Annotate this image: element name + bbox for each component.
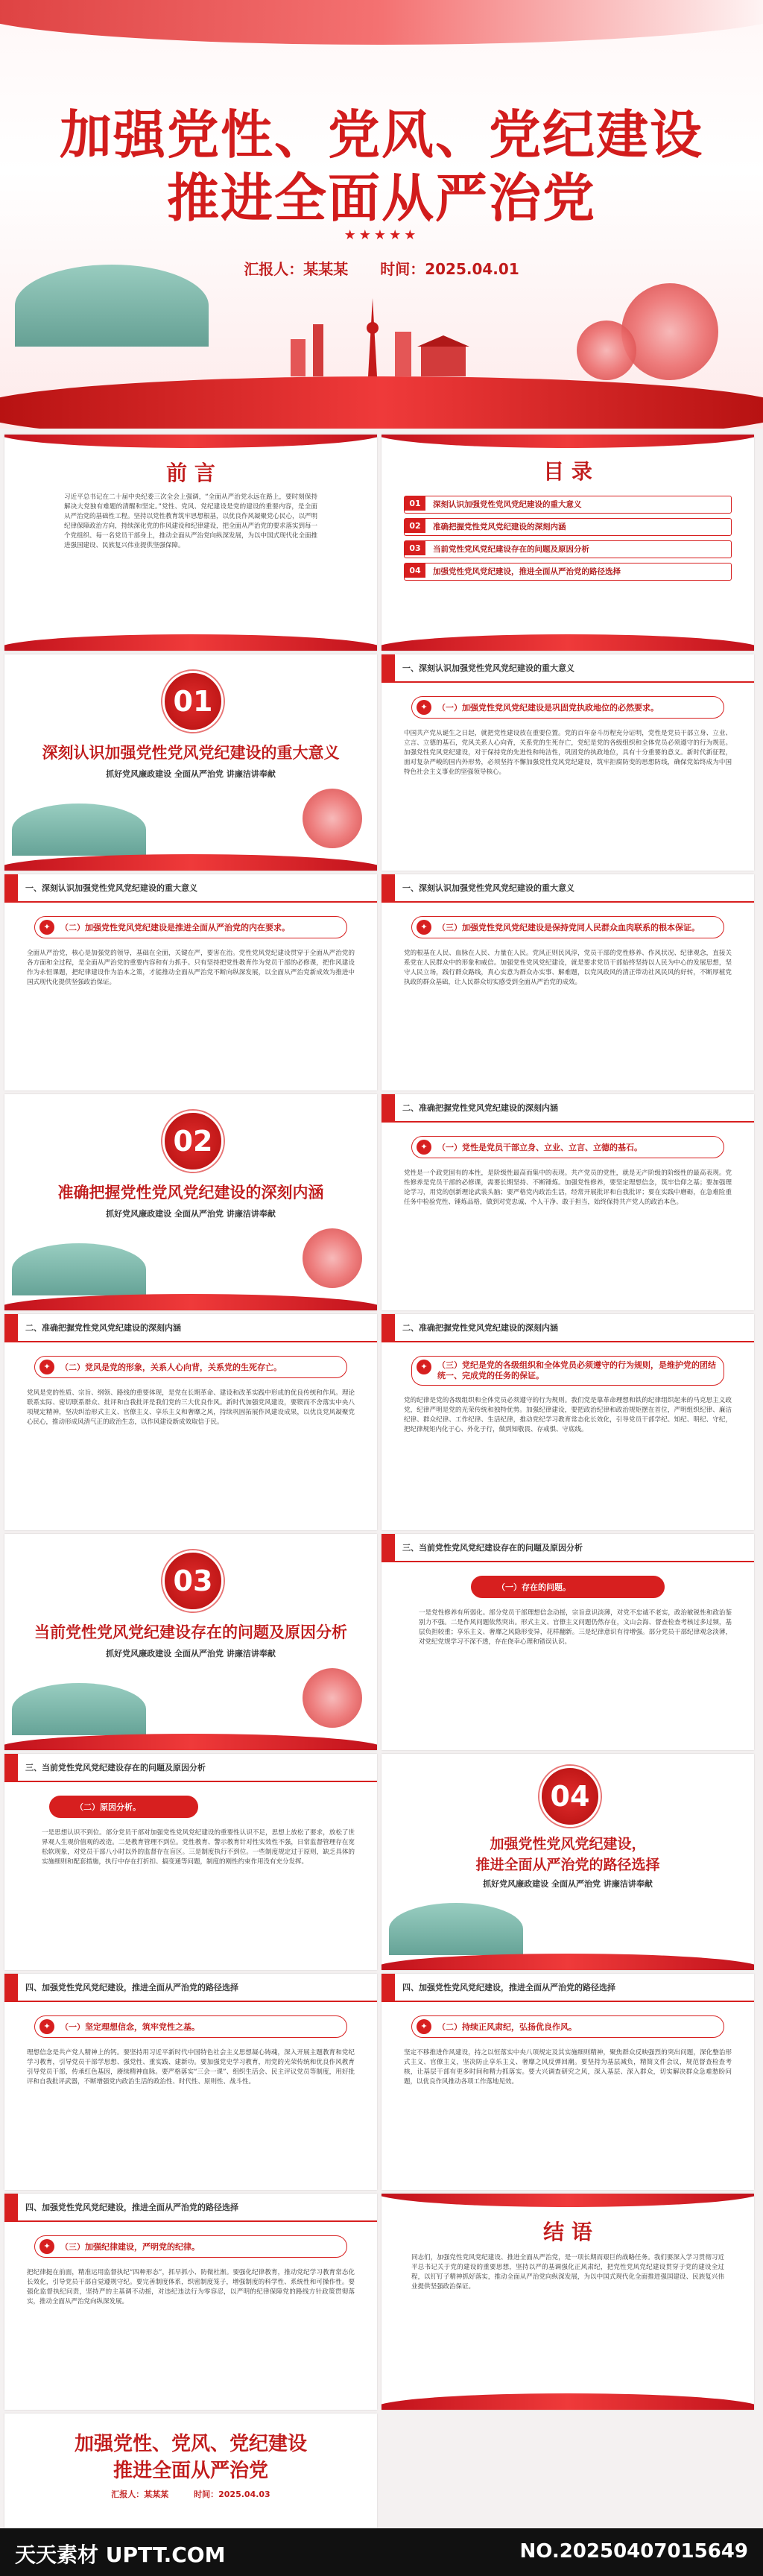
section-subtitle: 抓好党风廉政建设 全面从严治党 讲廉洁讲奉献 — [106, 1209, 276, 1219]
conclusion-slide[interactable] — [382, 2194, 754, 2410]
top-wave — [382, 435, 754, 448]
body-text: 党风是党的性质、宗旨、纲领、路线的重要体现，是党在长期革命、建设和改革实践中形成的优良传统和作风。理论联系实际、密切联系群众、批评和自我批评是我们党的三大优良作风。新时代加强党风建设，要锲而不舍落实中央八项规定精神，坚决纠治形式主义、官僚主义、享乐主义和奢靡之风，持续巩固拓展作风建设成果，以优良党风凝聚党心民心，推动形成风清气正的政治生态，以作风建设新成效取信于民。 — [27, 1389, 355, 1426]
point-heading: （二）原因分析。 — [49, 1796, 198, 1818]
slide-header: 一、深刻认识加强党性党风党纪建设的重大意义 — [382, 654, 754, 683]
section-04-slide[interactable] — [382, 1754, 754, 1970]
slide-header: 三、当前党性党风党纪建设存在的问题及原因分析 — [4, 1754, 377, 1782]
point-heading: ✦ （三）加强纪律建设，严明党的纪律。 — [34, 2235, 347, 2258]
reporter: 汇报人：某某某 — [111, 2490, 169, 2499]
end-title-line2: 推进全面从严治党 — [113, 2460, 268, 2482]
slide-header: 二、准确把握党性党风党纪建设的深刻内涵 — [4, 1314, 377, 1342]
slide-header: 四、加强党性党风党纪建设，推进全面从严治党的路径选择 — [4, 1974, 377, 2002]
section-number-badge: 02 — [162, 1111, 224, 1172]
section-title-line2: 推进全面从严治党的路径选择 — [475, 1857, 660, 1873]
body-text: 中国共产党从诞生之日起，就把党性建设放在重要位置。党的百年奋斗历程充分证明，党性是党员干部立身、立业、立言、立德的基石，党风关系人心向背，关系党的生死存亡，党纪是党的各级组织和全体党员必须遵守的行为规范。加强党性党风党纪建设，对于保持党的先进性和纯洁性，巩固党的执政地位，具有十分重要的意义。新时代新征程，面对复杂严峻的国内外形势，必须坚持不懈加强党性党风党纪建设，筑牢拒腐防变的思想防线，确保党始终成为中国特色社会主义事业的坚强领导核心。 — [404, 730, 732, 776]
body-text: 党的根基在人民、血脉在人民、力量在人民。党风正则民风淳，党员干部的党性修养、作风状况、纪律观念，直接关系党在人民群众中的形象和威信。加强党性党风党纪建设，就是要求党员干部始终坚持以人民为中心的发展思想，坚守人民立场，践行群众路线，真心实意为群众办实事、解难题，以党风政风的清正带动社风民风的好转，不断厚植党执政的群众基础，让人民群众切实感受到全面从严治党的成效。 — [404, 950, 732, 986]
section-title-line1: 加强党性党风党纪建设， — [490, 1836, 646, 1852]
preface-text: 习近平总书记在二十届中央纪委三次全会上强调，“全面从严治党永远在路上，要时刻保持解决大党独有难题的清醒和坚定。”党性、党风、党纪建设是党的建设的重要内容，是全面从严治党的基础性工程。坚持以党性教育筑牢思想根基，以优良作风凝聚党心民心，以严明纪律保障政治方向，持续深化党的作风建设和纪律建设，把全面从严治党的要求落实到每一个党组织、每一名党员干部身上，推动全面从严治党向纵深发展，为以中国式现代化全面推进强国建设、民族复兴伟业提供坚强保障。 — [64, 493, 318, 549]
flag-icon: ✦ — [39, 2019, 54, 2034]
bottom-wave — [382, 1954, 754, 1970]
slide-header: 三、当前党性党风党纪建设存在的问题及原因分析 — [382, 1534, 754, 1562]
body-text: 全面从严治党，核心是加强党的领导，基础在全面，关键在严，要害在治。党性党风党纪建设贯穿于全面从严治党的各方面和全过程，是全面从严治党的重要内容和有力抓手。只有坚持把党性教育作为党员干部的必修课，把作风建设作为永恒课题，把纪律建设作为治本之策，才能推动全面从严治党不断向纵深发展，以全面从严治党新成效为推进中国式现代化提供坚强政治保证。 — [27, 950, 355, 986]
content-slide-4[interactable] — [382, 1094, 754, 1310]
end-info — [4, 2488, 377, 2500]
section-02-slide[interactable] — [4, 1094, 377, 1310]
content-slide-1[interactable] — [382, 654, 754, 871]
body-text: 理想信念是共产党人精神上的钙。要坚持用习近平新时代中国特色社会主义思想凝心铸魂，深入开展主题教育和党纪学习教育，引导党员干部学思想、强党性、重实践、建新功。要加强党史学习教育，用党的光荣传统和优良作风教育引导党员干部，传承红色基因，赓续精神血脉。要严格落实“三会一课”、组织生活会、民主评议党员等制度，用好批评和自我批评武器，不断增强党内政治生活的政治性、时代性、原则性、战斗性。 — [27, 2049, 355, 2086]
content-slide-11[interactable] — [4, 2194, 377, 2410]
mountain-illustration — [12, 1683, 146, 1735]
toc-item-2[interactable]: 02 准确把握党性党风党纪建设的深刻内涵 — [404, 518, 732, 536]
body-text: 一是党性修养有所弱化。部分党员干部理想信念动摇，宗旨意识淡薄，对党不忠诚不老实，政治敏锐性和政治鉴别力不强。二是作风问题依然突出。形式主义、官僚主义问题仍然存在，文山会海、督查检查考核过多过频，基层负担较重；享乐主义、奢靡之风隐形变异，花样翻新。三是纪律意识有待增强。部分党员干部纪律观念淡薄，对党纪党规学习不深不透，存在侥幸心理和错误认识。 — [419, 1609, 732, 1646]
point-heading: ✦ （一）坚定理想信念，筑牢党性之基。 — [34, 2015, 347, 2038]
flag-icon: ✦ — [417, 1360, 431, 1374]
section-number-badge: 04 — [539, 1766, 601, 1827]
mountain-illustration — [12, 804, 146, 856]
slide-header: 二、准确把握党性党风党纪建设的深刻内涵 — [382, 1094, 754, 1123]
body-text: 坚定不移推进作风建设，持之以恒落实中央八项规定及其实施细则精神，聚焦群众反映强烈的突出问题，深化整治形式主义、官僚主义，坚决防止享乐主义、奢靡之风反弹回潮。要坚持为基层减负，精简文件会议，规范督查检查考核，让基层干部有更多时间和精力抓落实。要大兴调查研究之风，深入基层、深入群众，切实解决群众急难愁盼问题，以优良作风推动各项工作落地见效。 — [404, 2049, 732, 2086]
flag-icon: ✦ — [39, 920, 54, 935]
flag-icon: ✦ — [39, 2239, 54, 2254]
section-title: 当前党性党风党纪建设存在的问题及原因分析 — [34, 1623, 347, 1641]
content-slide-8[interactable] — [4, 1754, 377, 1970]
watermark-right: NO.20250407015649 — [519, 2540, 748, 2563]
flag-icon: ✦ — [417, 700, 431, 715]
peony-flower-illustration — [303, 789, 362, 848]
point-heading: ✦ （二）加强党性党风党纪建设是推进全面从严治党的内在要求。 — [34, 916, 347, 938]
conclusion-text: 同志们，加强党性党风党纪建设、推进全面从严治党，是一项长期而艰巨的战略任务。我们要深入学习贯彻习近平总书记关于党的建设的重要思想，坚持以严的基调强化正风肃纪，把党性党风党纪建设贯穿于党的建设全过程，以钉钉子精神抓好落实，推动全面从严治党向纵深发展，为以中国式现代化全面推进强国建设、民族复兴伟业提供坚强政治保证。 — [411, 2254, 724, 2291]
body-text: 党性是一个政党固有的本性，是阶级性最高而集中的表现。共产党员的党性，就是无产阶级的阶级性的最高表现。党性修养是党员干部的必修课，需要长期坚持、不断锤炼。加强党性修养，要坚定理想信念，筑牢信仰之基；要加强理论学习，用党的创新理论武装头脑；要严格党内政治生活，经常开展批评和自我批评；要在实践中磨砺，在急难险重任务中检验党性、锤炼品格，做到对党忠诚、个人干净、敢于担当，始终保持共产党人的政治本色。 — [404, 1169, 732, 1206]
toc-title: 目 录 — [543, 459, 592, 484]
point-heading: ✦ （二）党风是党的形象，关系人心向背，关系党的生死存亡。 — [34, 1356, 347, 1378]
peony-flower-illustration — [577, 321, 636, 380]
watermark-banner — [0, 2528, 763, 2576]
body-text: 一是思想认识不到位。部分党员干部对加强党性党风党纪建设的重要性认识不足，思想上放松了要求，放松了世界观人生观价值观的改造。二是教育管理不到位。党性教育、警示教育针对性实效性不强，日常监督管理存在宽松软现象，对党员干部八小时以外的监督存在盲区。三是制度执行不到位。一些制度规定过于原则，缺乏具体的实施细则和配套措施，执行中存在打折扣、搞变通等问题，制度的刚性约束作用没有充分发挥。 — [42, 1829, 355, 1866]
end-slide[interactable] — [4, 2414, 377, 2528]
watermark-left: 天天素材 UPTT.COM — [15, 2542, 226, 2567]
mountain-illustration — [389, 1903, 523, 1955]
top-wave — [382, 2194, 754, 2207]
toc-item-4[interactable]: 04 加强党性党风党纪建设，推进全面从严治党的路径选择 — [404, 563, 732, 581]
stars-decoration: ★★★★★ — [343, 227, 420, 243]
section-subtitle: 抓好党风廉政建设 全面从严治党 讲廉洁讲奉献 — [106, 1649, 276, 1658]
content-slide-6[interactable] — [382, 1314, 754, 1530]
flag-icon: ✦ — [417, 920, 431, 935]
content-slide-9[interactable] — [4, 1974, 377, 2190]
bottom-wave — [382, 634, 754, 651]
section-01-slide[interactable] — [4, 654, 377, 871]
point-heading: ✦ （一）党性是党员干部立身、立业、立言、立德的基石。 — [411, 1136, 724, 1158]
slide-header: 四、加强党性党风党纪建设，推进全面从严治党的路径选择 — [4, 2194, 377, 2222]
slide-header: 二、准确把握党性党风党纪建设的深刻内涵 — [382, 1314, 754, 1342]
flag-icon: ✦ — [417, 2019, 431, 2034]
section-title: 深刻认识加强党性党风党纪建设的重大意义 — [42, 743, 340, 762]
bottom-wave — [4, 634, 377, 651]
cover-title-line2: 推进全面从严治党 — [167, 167, 596, 229]
slide-header: 四、加强党性党风党纪建设，推进全面从严治党的路径选择 — [382, 1974, 754, 2002]
toc-item-3[interactable]: 03 当前党性党风党纪建设存在的问题及原因分析 — [404, 540, 732, 558]
section-title: 准确把握党性党风党纪建设的深刻内涵 — [57, 1183, 324, 1202]
section-03-slide[interactable] — [4, 1534, 377, 1750]
peony-flower-illustration — [303, 1228, 362, 1288]
body-text: 把纪律挺在前面，精准运用监督执纪“四种形态”，抓早抓小、防微杜渐。要强化纪律教育，推动党纪学习教育常态化长效化，引导党员干部自觉遵规守纪。要完善制度体系，织密制度笼子，增强制度的科学性、系统性和可操作性。要强化监督执纪问责，坚持严的主基调不动摇，对违纪违法行为零容忍，以严明的纪律保障党的路线方针政策贯彻落实，推动全面从严治党向纵深发展。 — [27, 2269, 355, 2305]
slide-header: 一、深刻认识加强党性党风党纪建设的重大意义 — [382, 874, 754, 903]
skyline-illustration — [283, 294, 492, 376]
date: 时间：2025.04.01 — [380, 260, 519, 278]
bottom-wave — [4, 854, 377, 871]
slide-header: 一、深刻认识加强党性党风党纪建设的重大意义 — [4, 874, 377, 903]
bottom-wave — [382, 2393, 754, 2410]
conclusion-title: 结 语 — [543, 2220, 592, 2244]
top-red-swoosh — [0, 0, 763, 45]
content-slide-10[interactable] — [382, 1974, 754, 2190]
end-title-line1: 加强党性、党风、党纪建设 — [74, 2433, 307, 2455]
content-slide-3[interactable] — [382, 874, 754, 1090]
mountain-illustration — [12, 1243, 146, 1295]
section-subtitle: 抓好党风廉政建设 全面从严治党 讲廉洁讲奉献 — [483, 1879, 653, 1889]
point-heading: ✦ （三）加强党性党风党纪建设是保持党同人民群众血肉联系的根本保证。 — [411, 916, 724, 938]
peony-flower-illustration — [303, 1668, 362, 1728]
top-wave — [4, 435, 377, 448]
cover-title-line1: 加强党性、党风、党纪建设 — [60, 104, 703, 165]
peony-flower-illustration — [621, 283, 718, 380]
flag-icon: ✦ — [417, 1140, 431, 1155]
content-slide-7[interactable] — [382, 1534, 754, 1750]
section-number-badge: 01 — [162, 671, 224, 732]
toc-slide[interactable] — [382, 435, 754, 651]
cover-slide[interactable] — [0, 0, 763, 429]
point-heading: （一）存在的问题。 — [471, 1576, 665, 1598]
point-heading: ✦ （三）党纪是党的各级组织和全体党员必须遵守的行为规则，是维护党的团结统一、完成党的任务的保证。 — [411, 1356, 724, 1386]
flag-icon: ✦ — [39, 1360, 54, 1374]
content-slide-5[interactable] — [4, 1314, 377, 1530]
bottom-wave — [4, 1734, 377, 1750]
point-heading: ✦ （二）持续正风肃纪，弘扬优良作风。 — [411, 2015, 724, 2038]
bottom-wave — [4, 1294, 377, 1310]
mountain-illustration — [15, 265, 209, 347]
body-text: 党的纪律是党的各级组织和全体党员必须遵守的行为规则。我们党是靠革命理想和铁的纪律组织起来的马克思主义政党，纪律严明是党的光荣传统和独特优势。加强纪律建设，要把政治纪律和政治规矩摆在首位，严明组织纪律、廉洁纪律、群众纪律、工作纪律、生活纪律，推动党纪学习教育常态化长效化，引导党员干部学纪、知纪、明纪、守纪，把纪律规矩内化于心、外化于行，做到知敬畏、存戒惧、守底线。 — [404, 1397, 732, 1433]
date: 时间：2025.04.03 — [194, 2490, 270, 2499]
toc-item-1[interactable]: 01 深刻认识加强党性党风党纪建设的重大意义 — [404, 496, 732, 514]
point-heading: ✦ （一）加强党性党风党纪建设是巩固党执政地位的必然要求。 — [411, 696, 724, 719]
bottom-red-wave — [0, 376, 763, 429]
section-number-badge: 03 — [162, 1550, 224, 1611]
reporter: 汇报人：某某某 — [244, 260, 349, 278]
content-slide-2[interactable] — [4, 874, 377, 1090]
preface-slide[interactable] — [4, 435, 377, 651]
preface-title: 前 言 — [166, 461, 215, 485]
section-subtitle: 抓好党风廉政建设 全面从严治党 讲廉洁讲奉献 — [106, 769, 276, 779]
